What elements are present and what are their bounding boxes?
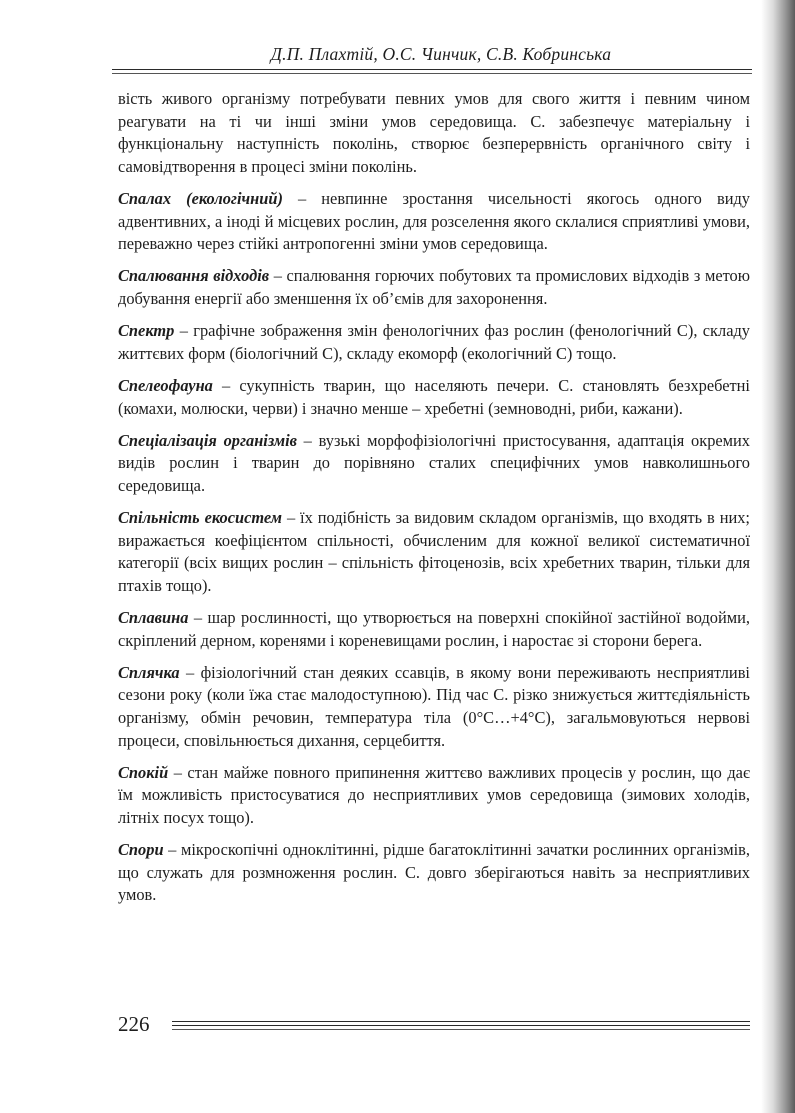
entry-definition: – сукупність тварин, що населяють печери. С. становлять безхребетні (комахи, молюски, черви) і значно менше – хребетні (земноводні, риби, кажани).	[118, 375, 750, 418]
entry-definition: – невпинне зростання чисельності якогось одного виду адвентивних, а іноді й місцевих рослин, для розселення якого склалися сприятливі умови, переважно через стійкі антропогенні зміни умов середовища.	[118, 188, 750, 254]
entry-term: Сплавина	[118, 608, 189, 628]
entry-term: Спектр	[118, 321, 175, 341]
entry-term: Спокій	[118, 762, 169, 782]
entry-definition: – стан майже повного припинення життєво важливих процесів у рослин, що дає їм можливість пристосуватися до несприятливих умов середовища (зимових холодів, літніх посух тощо).	[118, 762, 750, 827]
entry-term: Спалах (екологічний)	[118, 188, 283, 208]
entry-spektr	[118, 320, 750, 365]
entry-spory	[118, 839, 750, 907]
entry-term: Спори	[118, 840, 164, 860]
entry-term: Спелеофауна	[118, 375, 213, 395]
entry-spaliuvannia	[118, 265, 750, 310]
entry-speleofauna	[118, 375, 750, 420]
running-header	[112, 44, 752, 78]
scan-page-edge	[761, 0, 795, 1113]
footer-rule	[172, 1025, 750, 1026]
entry-definition: – мікроскопічні одноклітинні, рідше багатоклітинні зачатки рослинних організмів, що служать для розмноження рослин. С. довго зберігаються навіть за несприятливих умов.	[118, 840, 750, 905]
footer-rule-thin	[172, 1029, 750, 1030]
entry-splavyna	[118, 607, 750, 652]
entry-spetsializatsiia	[118, 430, 750, 498]
entry-term: Спільність екосистем	[118, 508, 283, 528]
entry-definition: – фізіологічний стан деяких ссавців, в якому вони переживають несприятливі сезони року (коли їжа стає малодоступною). Під час С. різко знижується життєдіяльність організму, обмін речовин, температура тіла (0°С…+4°С), загальмовуються нервові процеси, сповільнюється дихання, серцебиття.	[118, 662, 750, 750]
page-footer	[118, 1011, 750, 1039]
entry-term: Спалювання відходів	[118, 266, 270, 286]
entry-definition: – їх подібність за видовим складом організмів, що входять в них; виражається коефіцієнтом спільності, обчисленим для кожної великої систематичної категорії (всіх вищих рослин – спільність фітоценозів, всіх хребетних тварин, тільки для птахів тощо).	[118, 508, 750, 595]
entry-term: Спеціалізація організмів	[118, 430, 297, 450]
entry-definition: – графічне зображення змін фенологічних фаз рослин (фенологічний С), складу життєвих форм (біологічний С), складу екоморф (екологічний С) тощо.	[118, 321, 750, 363]
entry-definition: – вузькі морфофізіологічні пристосування, адаптація окремих видів рослин і тварин до порівняно сталих специфічних умов навколишнього середовища.	[118, 430, 751, 495]
entry-term: Сплячка	[118, 662, 180, 682]
continuation-paragraph: вість живого організму потребувати певних умов для свого життя і певним чином реагувати на ті чи інші зміни умов середовища. С. забезпечує матеріальну і функціональну наступність поколінь, створює безперервність органічного світу і самовідтворення в процесі зміни поколінь.	[118, 89, 750, 176]
entry-spilnist	[118, 507, 750, 597]
page-number: 226	[118, 1012, 150, 1036]
entry-spliachka	[118, 662, 750, 752]
entry-definition: – шар рослинності, що утворюється на поверхні спокійної застійної водойми, скріплений дерном, коренями і кореневищами рослин, і наростає зі сторони берега.	[118, 608, 750, 650]
header-authors: Д.П. Плахтій, О.С. Чинчик, С.В. Кобринська	[270, 44, 612, 64]
entry-definition: – спалювання горючих побутових та промислових відходів з метою добування енергії або зменшення їх об’ємів для захоронення.	[118, 266, 750, 308]
header-rule	[112, 69, 752, 70]
page-body	[118, 88, 750, 917]
footer-rule	[172, 1021, 750, 1022]
header-rule-thin	[112, 73, 752, 74]
entry-spokii	[118, 762, 750, 830]
entry-spalakh	[118, 188, 750, 256]
